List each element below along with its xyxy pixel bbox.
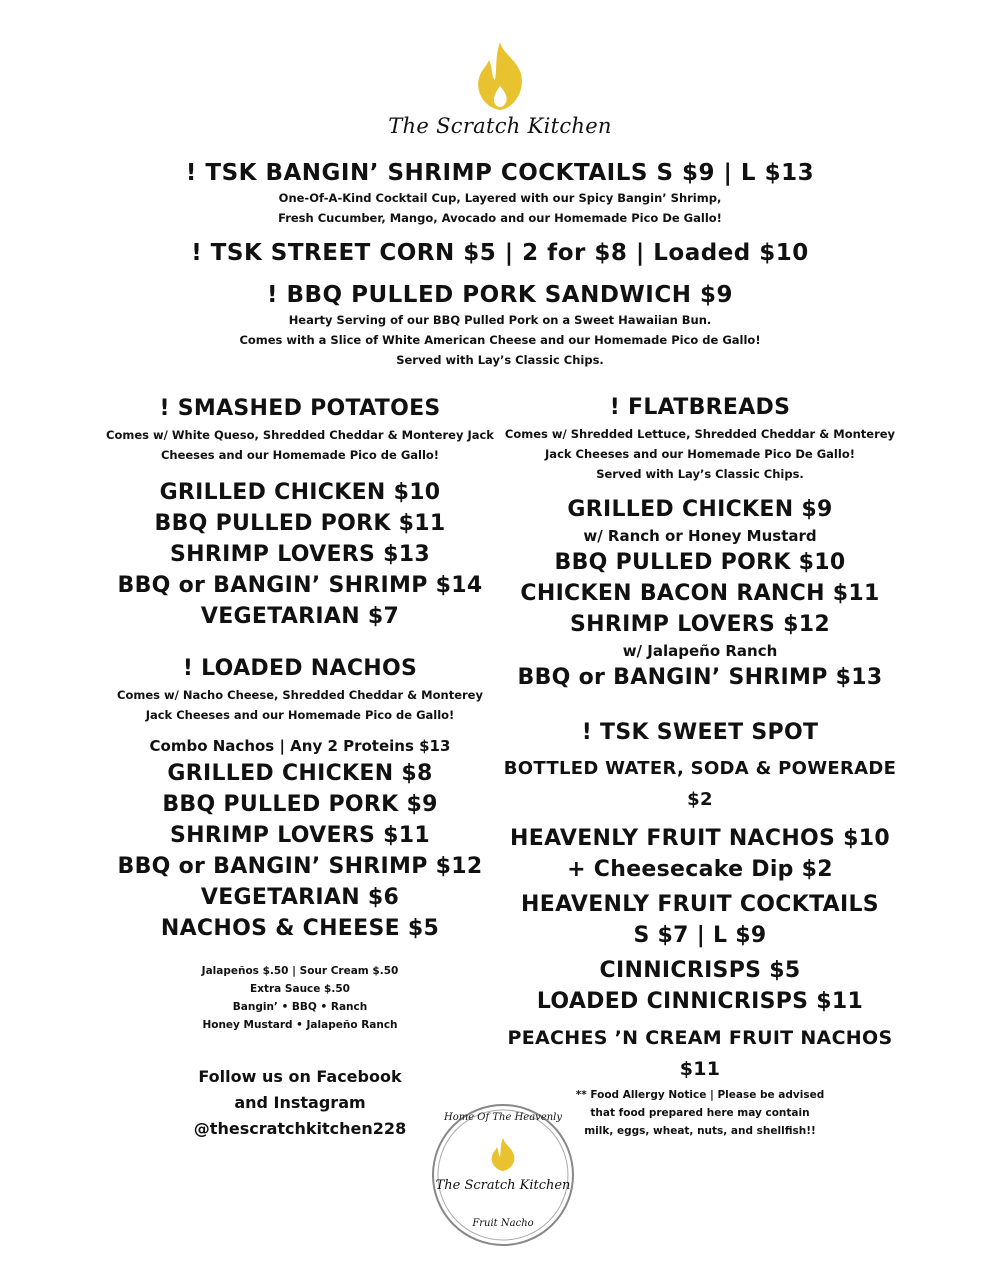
top-item-street-corn [0, 240, 1000, 266]
menu-item: GRILLED CHICKEN $9 [567, 497, 833, 522]
section-loaded-nachos [80, 656, 520, 1034]
menu-item: BBQ or BANGIN’ SHRIMP $13 [517, 665, 883, 690]
menu-item: BBQ PULLED PORK $10 [554, 550, 846, 575]
menu-item: BBQ or BANGIN’ SHRIMP $12 [117, 854, 483, 879]
menu-item: SHRIMP LOVERS $12 [570, 612, 830, 637]
menu-item: CINNICRISPS $5 [599, 958, 801, 983]
section-desc-line: Comes w/ White Queso, Shredded Cheddar & Monterey Jack [106, 428, 494, 442]
menu-item-note: w/ Ranch or Honey Mustard [583, 527, 817, 545]
menu-item-price: S $7 | L $9 [633, 923, 767, 948]
badge-bottom-text: Fruit Nacho [472, 1218, 534, 1229]
item-desc-line: Fresh Cucumber, Mango, Avocado and our Homemade Pico De Gallo! [278, 211, 722, 225]
allergy-line: milk, eggs, wheat, nuts, and shellfish!! [584, 1125, 816, 1137]
section-title: ! FLATBREADS [609, 395, 791, 420]
extras-line: Honey Mustard • Jalapeño Ranch [202, 1019, 398, 1031]
follow-line: Follow us on Facebook [198, 1067, 402, 1086]
menu-item: BBQ PULLED PORK $9 [162, 792, 438, 817]
menu-item: VEGETARIAN $7 [200, 604, 400, 629]
menu-item-addon: + Cheesecake Dip $2 [567, 857, 833, 882]
allergy-line: ** Food Allergy Notice | Please be advised [575, 1089, 825, 1101]
section-desc-line: Comes w/ Shredded Lettuce, Shredded Cheddar & Monterey [504, 427, 896, 441]
section-title: ! TSK SWEET SPOT [581, 720, 819, 745]
section-desc-line: Jack Cheeses and our Homemade Pico De Gallo! [545, 447, 855, 461]
badge-name: The Scratch Kitchen [435, 1178, 571, 1193]
menu-item: GRILLED CHICKEN $8 [167, 761, 433, 786]
allergy-line: that food prepared here may contain [590, 1107, 810, 1119]
menu-item-note: w/ Jalapeño Ranch [622, 642, 778, 660]
social-handle: @thescratchkitchen228 [193, 1119, 407, 1138]
menu-item: CHICKEN BACON RANCH $11 [520, 581, 880, 606]
item-title: ! TSK BANGIN’ SHRIMP COCKTAILS S $9 | L $13 [185, 160, 815, 186]
brand-logo [0, 40, 1000, 138]
top-item-pulled-pork-sandwich [0, 282, 1000, 370]
brand-name: The Scratch Kitchen [388, 114, 612, 138]
menu-item: HEAVENLY FRUIT NACHOS $10 [510, 826, 890, 851]
item-desc-line: Served with Lay’s Classic Chips. [396, 353, 604, 367]
item-desc-line: Hearty Serving of our BBQ Pulled Pork on a Sweet Hawaiian Bun. [288, 313, 712, 327]
extras-line: Jalapeños $.50 | Sour Cream $.50 [201, 965, 399, 977]
item-title: ! TSK STREET CORN $5 | 2 for $8 | Loaded $10 [191, 240, 809, 266]
menu-item: NACHOS & CHEESE $5 [160, 916, 440, 941]
menu-item: VEGETARIAN $6 [200, 885, 400, 910]
section-title: ! LOADED NACHOS [182, 656, 418, 681]
section-flatbreads [500, 395, 900, 693]
section-title: ! SMASHED POTATOES [159, 396, 441, 421]
menu-item: BOTTLED WATER, SODA & POWERADE $2 [503, 758, 897, 810]
section-desc-line: Served with Lay’s Classic Chips. [596, 467, 804, 481]
section-desc-line: Cheeses and our Homemade Pico de Gallo! [160, 448, 440, 462]
extras-line: Bangin’ • BBQ • Ranch [232, 1001, 368, 1013]
follow-line: and Instagram [234, 1093, 366, 1112]
menu-item: LOADED CINNICRISPS $11 [536, 989, 864, 1014]
menu-item: SHRIMP LOVERS $11 [170, 823, 430, 848]
allergy-notice [560, 1086, 840, 1140]
item-desc-line: Comes with a Slice of White American Cheese and our Homemade Pico de Gallo! [239, 333, 761, 347]
flame-icon [492, 1138, 515, 1171]
combo-nachos: Combo Nachos | Any 2 Proteins $13 [149, 737, 451, 755]
social-follow [140, 1064, 460, 1142]
menu-item: BBQ or BANGIN’ SHRIMP $14 [117, 573, 483, 598]
section-desc-line: Comes w/ Nacho Cheese, Shredded Cheddar & Monterey [117, 688, 483, 702]
badge-top-text: Home Of The Heavenly [443, 1112, 563, 1123]
menu-item: GRILLED CHICKEN $10 [159, 480, 441, 505]
section-desc-line: Jack Cheeses and our Homemade Pico de Gallo! [145, 708, 455, 722]
item-desc-line: One-Of-A-Kind Cocktail Cup, Layered with our Spicy Bangin’ Shrimp, [278, 191, 722, 205]
top-item-shrimp-cocktails [0, 160, 1000, 228]
section-smashed-potatoes [80, 396, 520, 632]
menu-item: SHRIMP LOVERS $13 [170, 542, 430, 567]
flame-icon [465, 40, 535, 112]
brand-badge [430, 1100, 576, 1250]
menu-item: PEACHES ’N CREAM FRUIT NACHOS $11 [507, 1027, 893, 1080]
menu-item: BBQ PULLED PORK $11 [154, 511, 446, 536]
menu-item: HEAVENLY FRUIT COCKTAILS [521, 892, 879, 917]
section-sweet-spot [500, 720, 900, 1085]
extras-line: Extra Sauce $.50 [250, 983, 350, 995]
item-title: ! BBQ PULLED PORK SANDWICH $9 [267, 282, 733, 308]
